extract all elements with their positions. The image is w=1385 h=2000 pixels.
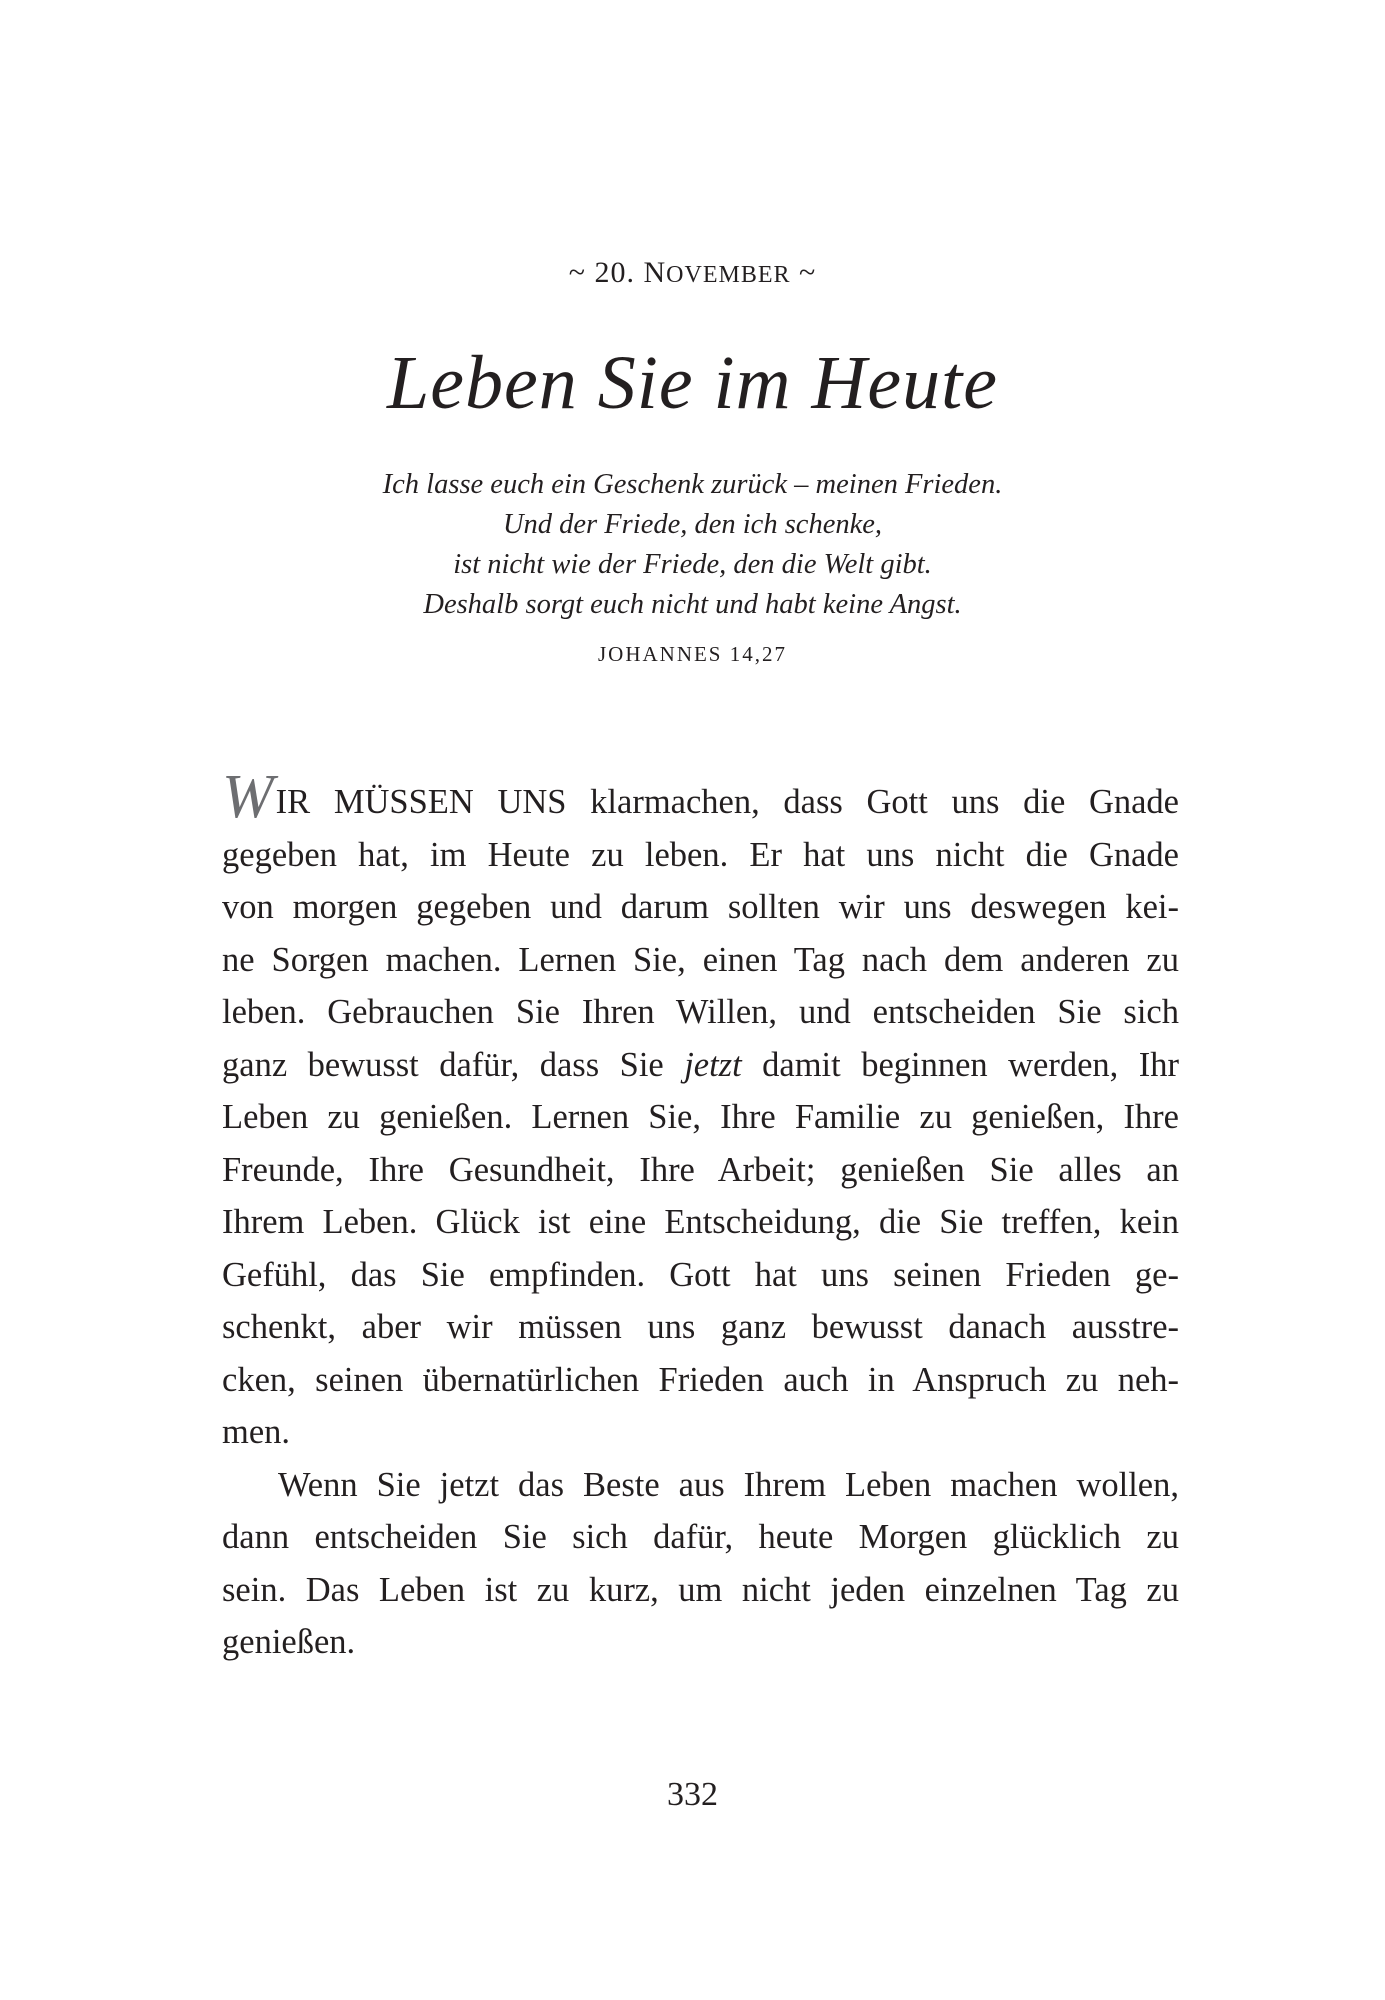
month-rest: OVEMBER bbox=[666, 262, 791, 288]
verse-reference: JOHANNES 14,27 bbox=[597, 642, 787, 666]
text-segment: ganz bewusst dafür, dass Sie bbox=[222, 1045, 685, 1084]
tilde-right: ~ bbox=[799, 256, 817, 289]
text-segment: damit beginnen werden, Ihr bbox=[741, 1045, 1179, 1084]
text-line bbox=[222, 1039, 1179, 1092]
text-line: ne Sorgen machen. Lernen Sie, einen Tag nach dem anderen zu bbox=[222, 940, 1179, 979]
date-heading bbox=[0, 256, 1385, 290]
verse-line: ist nicht wie der Friede, den die Welt gibt. bbox=[453, 549, 932, 580]
month-initial: N bbox=[643, 256, 667, 289]
text-line: genießen. bbox=[222, 1623, 356, 1661]
emphasis-text: jetzt bbox=[684, 1045, 742, 1084]
page-number: 332 bbox=[667, 1776, 718, 1813]
page-title: Leben Sie im Heute bbox=[386, 341, 999, 425]
tilde-left: ~ bbox=[568, 256, 586, 289]
day-number: 20. bbox=[594, 256, 635, 289]
verse-line: Deshalb sorgt euch nicht und habt keine Angst. bbox=[423, 589, 962, 620]
text-line: Wenn Sie jetzt das Beste aus Ihrem Leben machen wollen, bbox=[278, 1465, 1179, 1504]
first-line-text: IR MÜSSEN UNS klarmachen, dass Gott uns die Gnade bbox=[275, 783, 1179, 821]
text-line: Freunde, Ihre Gesundheit, Ihre Arbeit; genießen Sie alles an bbox=[222, 1150, 1179, 1189]
bible-verse bbox=[0, 465, 1385, 625]
verse-line: Ich lasse euch ein Geschenk zurück – meinen Frieden. bbox=[382, 469, 1003, 500]
text-line: men. bbox=[222, 1413, 291, 1451]
text-line: Ihrem Leben. Glück ist eine Entscheidung, die Sie treffen, kein bbox=[222, 1203, 1179, 1241]
text-line: cken, seinen übernatürlichen Frieden auch in Anspruch zu neh- bbox=[222, 1360, 1179, 1399]
text-line: dann entscheiden Sie sich dafür, heute Morgen glücklich zu bbox=[222, 1518, 1179, 1556]
verse-line: Und der Friede, den ich schenke, bbox=[502, 509, 883, 540]
text-line: gegeben hat, im Heute zu leben. Er hat uns nicht die Gnade bbox=[222, 835, 1179, 874]
text-line: Leben zu genießen. Lernen Sie, Ihre Familie zu genießen, Ihre bbox=[222, 1098, 1179, 1136]
text-line bbox=[222, 763, 1179, 831]
drop-cap: W bbox=[222, 763, 274, 831]
text-line: Gefühl, das Sie empfinden. Gott hat uns seinen Frieden ge- bbox=[222, 1255, 1179, 1294]
text-line: schenkt, aber wir müssen uns ganz bewusst danach ausstre- bbox=[222, 1308, 1179, 1346]
text-line: sein. Das Leben ist zu kurz, um nicht jeden einzelnen Tag zu bbox=[222, 1570, 1179, 1609]
body-text bbox=[222, 763, 1179, 1669]
text-line: leben. Gebrauchen Sie Ihren Willen, und entscheiden Sie sich bbox=[222, 993, 1179, 1031]
text-line: von morgen gegeben und darum sollten wir uns deswegen kei- bbox=[222, 888, 1179, 926]
